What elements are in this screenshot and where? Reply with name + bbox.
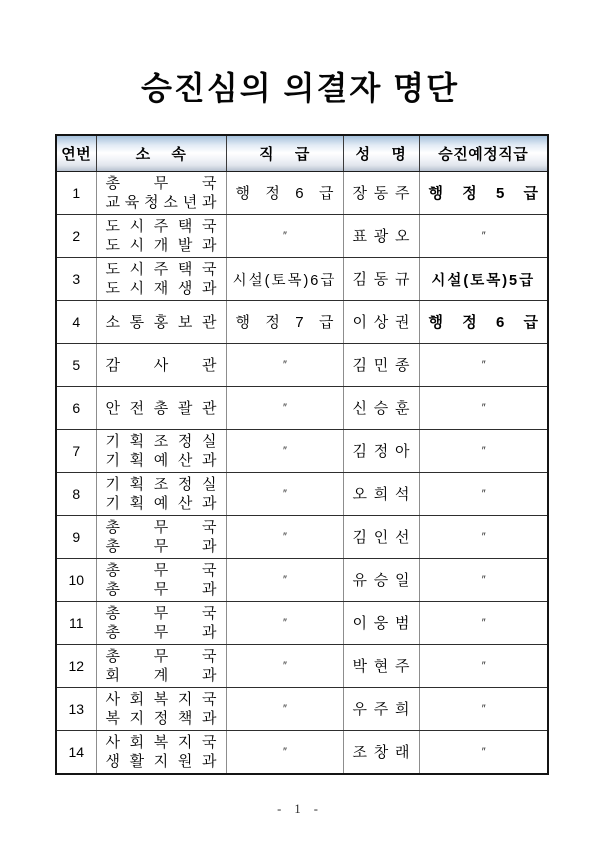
ditto-mark: ″ [481, 617, 486, 629]
cell-person-name [343, 387, 419, 430]
cell-department [96, 602, 226, 645]
cell-department [96, 731, 226, 775]
cell-serial-number: 5 [56, 344, 96, 387]
cell-department [96, 215, 226, 258]
ditto-mark: ″ [481, 531, 486, 543]
distributed-text-line: 행 정 6 급 [235, 184, 334, 202]
cell-current-rank [226, 602, 343, 645]
cell-promotion-rank [419, 344, 548, 387]
cell-serial-number: 3 [56, 258, 96, 301]
distributed-text-line: 오 희 석 [352, 485, 410, 503]
cell-promotion-rank [419, 516, 548, 559]
ditto-mark: ″ [282, 703, 287, 715]
cell-promotion-rank [419, 602, 548, 645]
cell-department [96, 344, 226, 387]
cell-promotion-rank [419, 645, 548, 688]
table-row [56, 301, 548, 344]
table-row [56, 387, 548, 430]
ditto-mark: ″ [481, 746, 486, 758]
ditto-mark: ″ [282, 531, 287, 543]
distributed-text-line: 안 전 총 괄 관 [105, 399, 217, 417]
distributed-text-line: 기 획 예 산 과 [105, 495, 217, 512]
distributed-text-line: 행 정 5 급 [428, 184, 538, 202]
cell-serial-number: 7 [56, 430, 96, 473]
distributed-text-line: 도 시 주 택 국 [105, 261, 217, 278]
distributed-text-line: 이 상 권 [352, 313, 410, 331]
cell-current-rank [226, 645, 343, 688]
cell-promotion-rank [419, 559, 548, 602]
table-header-row [56, 135, 548, 172]
cell-current-rank [226, 387, 343, 430]
cell-current-rank [226, 688, 343, 731]
cell-current-rank [226, 215, 343, 258]
distributed-text-line: 복 지 정 책 과 [105, 710, 217, 727]
cell-person-name [343, 258, 419, 301]
cell-promotion-rank [419, 688, 548, 731]
cell-promotion-rank [419, 258, 548, 301]
table-row [56, 258, 548, 301]
distributed-text-line: 조 창 래 [352, 743, 410, 761]
table-row [56, 430, 548, 473]
table-row [56, 215, 548, 258]
cell-serial-number: 10 [56, 559, 96, 602]
cell-person-name [343, 602, 419, 645]
distributed-text-line: 총 무 국 [105, 562, 217, 579]
ditto-mark: ″ [282, 488, 287, 500]
distributed-text-line: 박 현 주 [352, 657, 410, 675]
cell-promotion-rank [419, 473, 548, 516]
cell-current-rank [226, 731, 343, 775]
cell-person-name [343, 688, 419, 731]
distributed-text-line: 총 무 국 [105, 648, 217, 665]
cell-department [96, 387, 226, 430]
cell-department [96, 301, 226, 344]
column-header-promo: 승진예정직급 [419, 135, 548, 172]
distributed-text-line: 도 시 재 생 과 [105, 280, 217, 297]
cell-current-rank [226, 430, 343, 473]
distributed-text-line: 도 시 주 택 국 [105, 218, 217, 235]
cell-promotion-rank [419, 731, 548, 775]
column-header-no: 연번 [56, 135, 96, 172]
column-header-name: 성 명 [343, 135, 419, 172]
cell-person-name [343, 731, 419, 775]
ditto-mark: ″ [481, 359, 486, 371]
distributed-text-line: 장 동 주 [352, 184, 410, 202]
cell-department [96, 473, 226, 516]
distributed-text-line: 김 정 아 [352, 442, 410, 460]
cell-promotion-rank [419, 387, 548, 430]
distributed-text-line: 사 회 복 지 국 [105, 734, 217, 751]
cell-serial-number: 2 [56, 215, 96, 258]
distributed-text-line: 이 웅 범 [352, 614, 410, 632]
distributed-text-line: 행 정 6 급 [428, 313, 538, 331]
rank-text: 시설(토목)6급 [232, 272, 337, 289]
ditto-mark: ″ [481, 230, 486, 242]
cell-promotion-rank [419, 301, 548, 344]
distributed-text-line: 행 정 7 급 [235, 313, 334, 331]
cell-current-rank [226, 516, 343, 559]
table-row [56, 516, 548, 559]
cell-person-name [343, 344, 419, 387]
cell-department [96, 172, 226, 215]
cell-current-rank [226, 344, 343, 387]
distributed-text-line: 총 무 과 [105, 538, 217, 555]
cell-serial-number: 9 [56, 516, 96, 559]
distributed-text-line: 사 회 복 지 국 [105, 691, 217, 708]
distributed-text-line: 총 무 과 [105, 624, 217, 641]
distributed-text-line: 김 동 규 [352, 270, 410, 288]
table-row [56, 473, 548, 516]
cell-person-name [343, 473, 419, 516]
document-title: 승진심의 의결자 명단 [141, 70, 459, 106]
rank-text: 시설(토목)5급 [431, 272, 536, 289]
cell-serial-number: 6 [56, 387, 96, 430]
cell-person-name [343, 645, 419, 688]
ditto-mark: ″ [282, 617, 287, 629]
cell-serial-number: 1 [56, 172, 96, 215]
distributed-text-line: 기 획 조 정 실 [105, 476, 217, 493]
distributed-text-line: 소 통 홍 보 관 [105, 313, 217, 331]
cell-department [96, 258, 226, 301]
distributed-text-line: 총 무 과 [105, 581, 217, 598]
cell-serial-number: 13 [56, 688, 96, 731]
ditto-mark: ″ [282, 574, 287, 586]
cell-person-name [343, 172, 419, 215]
ditto-mark: ″ [481, 488, 486, 500]
ditto-mark: ″ [481, 660, 486, 672]
ditto-mark: ″ [282, 746, 287, 758]
cell-department [96, 516, 226, 559]
distributed-text-line: 유 승 일 [352, 571, 410, 589]
cell-current-rank [226, 559, 343, 602]
cell-department [96, 430, 226, 473]
cell-person-name [343, 559, 419, 602]
cell-serial-number: 12 [56, 645, 96, 688]
distributed-text-line: 신 승 훈 [352, 399, 410, 417]
cell-promotion-rank [419, 215, 548, 258]
table-row [56, 731, 548, 775]
column-header-dept: 소 속 [96, 135, 226, 172]
page-number: - 1 - [277, 802, 323, 816]
cell-department [96, 559, 226, 602]
ditto-mark: ″ [481, 574, 486, 586]
ditto-mark: ″ [282, 230, 287, 242]
table-row [56, 559, 548, 602]
distributed-text-line: 우 주 희 [352, 700, 410, 718]
cell-department [96, 688, 226, 731]
distributed-text-line: 도 시 개 발 과 [105, 237, 217, 254]
distributed-text-line: 기 획 예 산 과 [105, 452, 217, 469]
table-header [56, 135, 548, 172]
cell-person-name [343, 301, 419, 344]
cell-person-name [343, 430, 419, 473]
cell-serial-number: 8 [56, 473, 96, 516]
distributed-text-line: 표 광 오 [352, 227, 410, 245]
cell-person-name [343, 215, 419, 258]
ditto-mark: ″ [282, 445, 287, 457]
cell-person-name [343, 516, 419, 559]
promotion-roster-table [55, 134, 549, 775]
cell-current-rank [226, 301, 343, 344]
cell-promotion-rank [419, 172, 548, 215]
cell-current-rank [226, 473, 343, 516]
table-body [56, 172, 548, 775]
distributed-text-line: 교 육 청 소 년 과 [105, 194, 217, 211]
column-header-rank: 직 급 [226, 135, 343, 172]
distributed-text-line: 기 획 조 정 실 [105, 433, 217, 450]
cell-serial-number: 4 [56, 301, 96, 344]
ditto-mark: ″ [282, 359, 287, 371]
cell-serial-number: 14 [56, 731, 96, 775]
ditto-mark: ″ [481, 402, 486, 414]
ditto-mark: ″ [481, 703, 486, 715]
distributed-text-line: 김 인 선 [352, 528, 410, 546]
distributed-text-line: 총 무 국 [105, 519, 217, 536]
distributed-text-line: 김 민 종 [352, 356, 410, 374]
cell-promotion-rank [419, 430, 548, 473]
distributed-text-line: 총 무 국 [105, 605, 217, 622]
cell-current-rank [226, 258, 343, 301]
cell-serial-number: 11 [56, 602, 96, 645]
table-row [56, 602, 548, 645]
ditto-mark: ″ [282, 402, 287, 414]
cell-department [96, 645, 226, 688]
table-row [56, 344, 548, 387]
distributed-text-line: 총 무 국 [105, 175, 217, 192]
cell-current-rank [226, 172, 343, 215]
ditto-mark: ″ [282, 660, 287, 672]
table-row [56, 688, 548, 731]
distributed-text-line: 회 계 과 [105, 667, 217, 684]
ditto-mark: ″ [481, 445, 486, 457]
distributed-text-line: 생 활 지 원 과 [105, 753, 217, 770]
distributed-text-line: 감 사 관 [105, 356, 217, 374]
table-row [56, 645, 548, 688]
table-row [56, 172, 548, 215]
